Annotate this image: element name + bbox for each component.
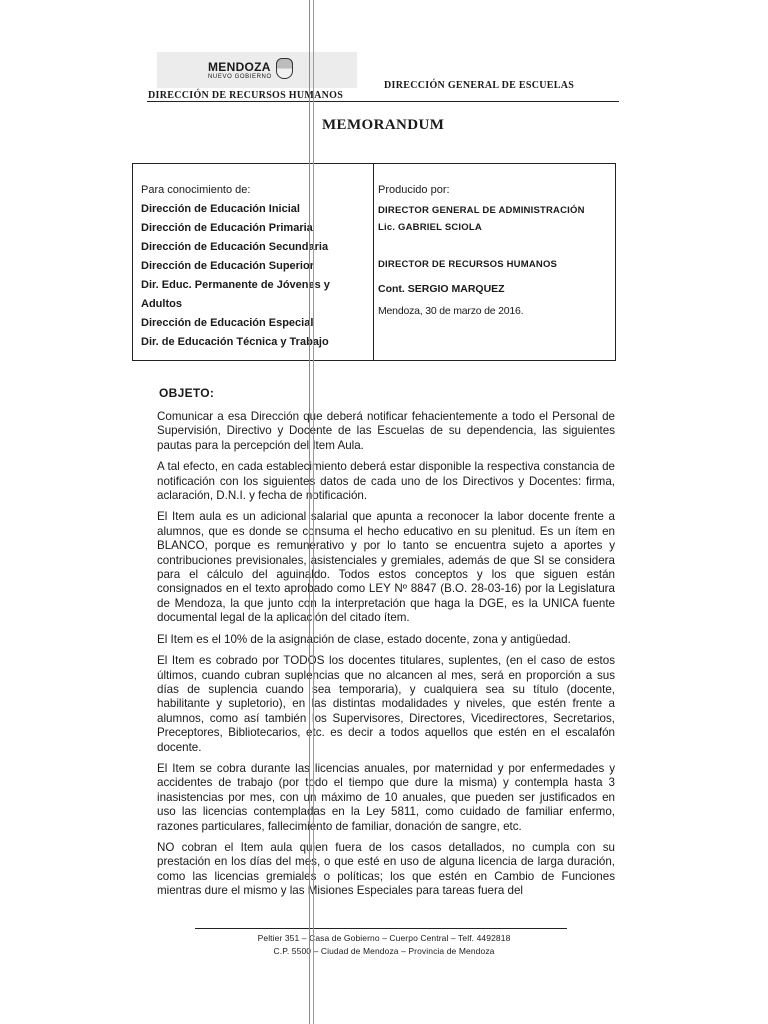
producer-intro: Producido por: bbox=[378, 184, 450, 196]
objeto-heading: OBJETO: bbox=[159, 386, 215, 400]
footer-city: C.P. 5500 – Ciudad de Mendoza – Provincia de Mendoza bbox=[273, 946, 495, 956]
producer-role-2: DIRECTOR DE RECURSOS HUMANOS bbox=[378, 259, 558, 270]
recipients-intro: Para conocimiento de: bbox=[141, 184, 251, 196]
coat-of-arms-icon bbox=[276, 58, 293, 79]
department-right: DIRECCIÓN GENERAL DE ESCUELAS bbox=[384, 80, 575, 91]
producer-column bbox=[378, 184, 614, 317]
header-rule bbox=[147, 101, 619, 102]
body-paragraph: El Item aula es un adicional salarial que apunta a reconocer la labor docente frente a alumnos, que es donde se consuma el hecho educativo en su plenitud. Es un ítem en BLANCO, porque es remunerativo y por lo tanto se encuentra sujeto a aportes y contribuciones previsionales, asistenciales y gremiales, además de que SI se considera para el cálculo del aguinaldo. Todos estos conceptos y los que siguen están consignados en el texto aprobado como LEY Nº 8847 (B.O. 28-03-16) por la Legislatura de Mendoza, la que junto con la interpretación que haga la DGE, es la UNICA fuente documental legal de la aplicación del citado ítem. bbox=[157, 510, 615, 625]
body-paragraph: NO cobran el Item aula quien fuera de los casos detallados, no cumpla con su prestación en los días del mes, o que esté en uso de alguna licencia de larga duración, como las licencias gremiales o políticas; los que estén en Cambio de Funciones mientras dure el mismo y las Misiones Especiales para tareas fuera del bbox=[157, 840, 615, 898]
department-left: DIRECCIÓN DE RECURSOS HUMANOS bbox=[148, 90, 344, 101]
page-title: MEMORANDUM bbox=[322, 117, 445, 133]
routing-box bbox=[132, 163, 616, 361]
recipient-line: Dir. de Educación Técnica y Trabajo bbox=[141, 336, 329, 348]
spacer bbox=[378, 236, 614, 256]
producer-role-1: DIRECTOR GENERAL DE ADMINISTRACIÓN bbox=[378, 205, 585, 216]
box-divider bbox=[373, 164, 374, 360]
recipient-line: Dirección de Educación Inicial bbox=[141, 203, 300, 215]
footer-address: Peltier 351 – Casa de Gobierno – Cuerpo Central – Telf. 4492818 bbox=[257, 933, 511, 943]
logo-subtitle: NUEVO GOBIERNO bbox=[208, 74, 272, 80]
recipients-column bbox=[141, 184, 369, 352]
recipient-line: Dirección de Educación Secundaria bbox=[141, 241, 329, 253]
memo-body bbox=[157, 410, 615, 906]
recipient-line: Dirección de Educación Especial bbox=[141, 317, 314, 329]
body-paragraph: El Item se cobra durante las licencias anuales, por maternidad y por enfermedades y accidentes de trabajo (por todo el tiempo que dure la misma) y contempla hasta 3 inasistencias por mes, con un máximo de 10 anuales, que pueden ser justificados en uso las licencias contempladas en la Ley 5811, como cuidado de familiar enfermo, razones particulares, fallecimiento de familiar, donación de sangre, etc. bbox=[157, 761, 615, 833]
memo-date: Mendoza, 30 de marzo de 2016. bbox=[378, 305, 524, 317]
producer-name-1: Lic. GABRIEL SCIOLA bbox=[378, 222, 482, 233]
body-paragraph: A tal efecto, en cada establecimiento deberá estar disponible la respectiva constancia de notificación con los siguientes datos de cada uno de los Directivos y Docentes: firma, aclaración, D.N.I. y fecha de notificación. bbox=[157, 460, 615, 503]
body-paragraph: El Item es el 10% de la asignación de clase, estado docente, zona y antigüedad. bbox=[157, 632, 571, 646]
recipient-line: Adultos bbox=[141, 298, 182, 310]
recipient-line: Dir. Educ. Permanente de Jóvenes y bbox=[141, 279, 330, 291]
logo-mendoza: MENDOZA bbox=[208, 60, 271, 74]
body-paragraph: Comunicar a esa Dirección que deberá notificar fehacientemente a todo el Personal de Supervisión, Directivo y Docente de las Escuelas de su dependencia, las siguientes pautas para la percepción del Item Aula. bbox=[157, 410, 615, 452]
body-paragraph: El Item es cobrado por TODOS los docentes titulares, suplentes, (en el caso de estos últimos, cuando cubran suplencias que no alcancen al mes, será en proporción a sus días de suplencia cuando sea temporaria), y cualquiera sea su título (docente, habilitante y supletorio), en las distintas modalidades y niveles, que estén frente a alumnos, como así también los Supervisores, Directores, Vicedirectores, Secretarios, Preceptores, Bibliotecarios, etc. es decir a todos aquellos que estén en el escalafón docente. bbox=[157, 654, 615, 754]
producer-name-2: Cont. SERGIO MARQUEZ bbox=[378, 283, 505, 295]
recipient-line: Dirección de Educación Primaria bbox=[141, 222, 313, 234]
recipient-line: Dirección de Educación Superior bbox=[141, 260, 314, 272]
footer-rule bbox=[195, 928, 567, 929]
